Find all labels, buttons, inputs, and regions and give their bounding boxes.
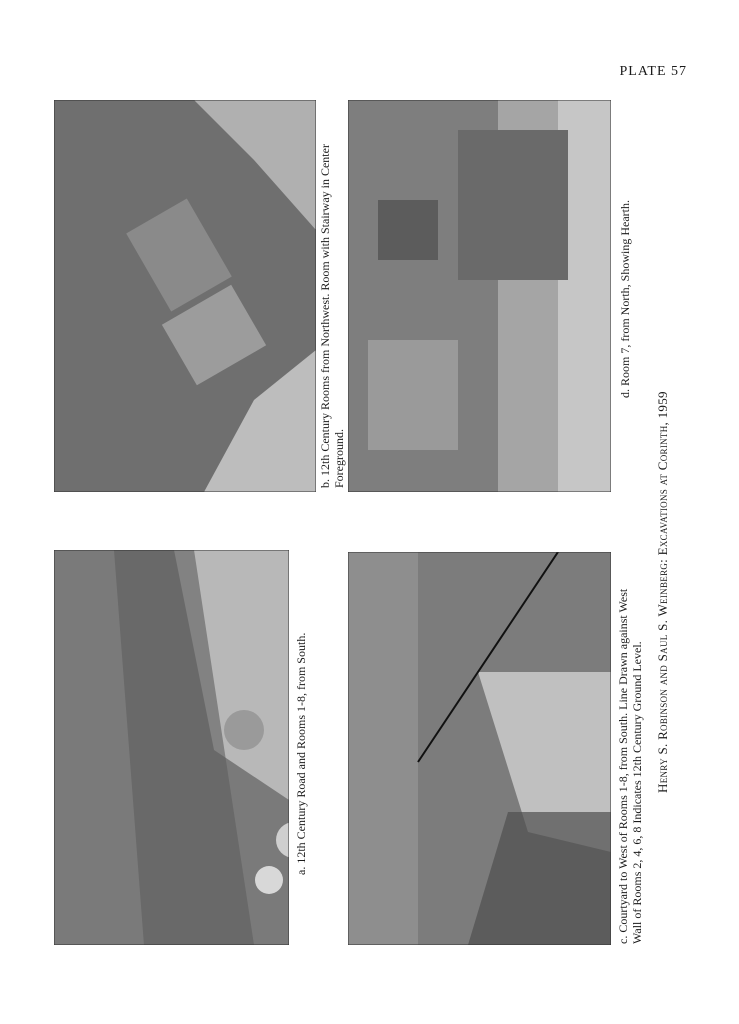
caption-b-line1: b. 12th Century Rooms from Northwest. Room with Stairway in Center [318,144,332,488]
caption-a: a. 12th Century Road and Rooms 1-8, from South. [294,632,308,875]
author-credit: Henry S. Robinson and Saul S. Weinberg: Excavations at Corinth, 1959 [655,391,670,793]
caption-c-line1: c. Courtyard to West of Rooms 1-8, from South. Line Drawn against West [616,588,630,944]
photo-a-image [54,550,289,945]
photo-b-rooms-northwest [54,100,316,492]
caption-c-line2: Wall of Rooms 2, 4, 6, 8 Indicates 12th Century Ground Level. [630,641,644,944]
photo-c-courtyard [348,552,611,945]
caption-b-line2: Foreground. [332,429,346,488]
caption-d: d. Room 7, from North, Showing Hearth. [618,200,632,398]
photo-b-image [54,100,316,492]
photo-d-room-7-hearth [348,100,611,492]
photo-a-road-and-rooms [54,550,289,945]
photo-c-image [348,552,611,945]
plate-number: PLATE 57 [619,64,687,79]
photo-d-image [348,100,611,492]
